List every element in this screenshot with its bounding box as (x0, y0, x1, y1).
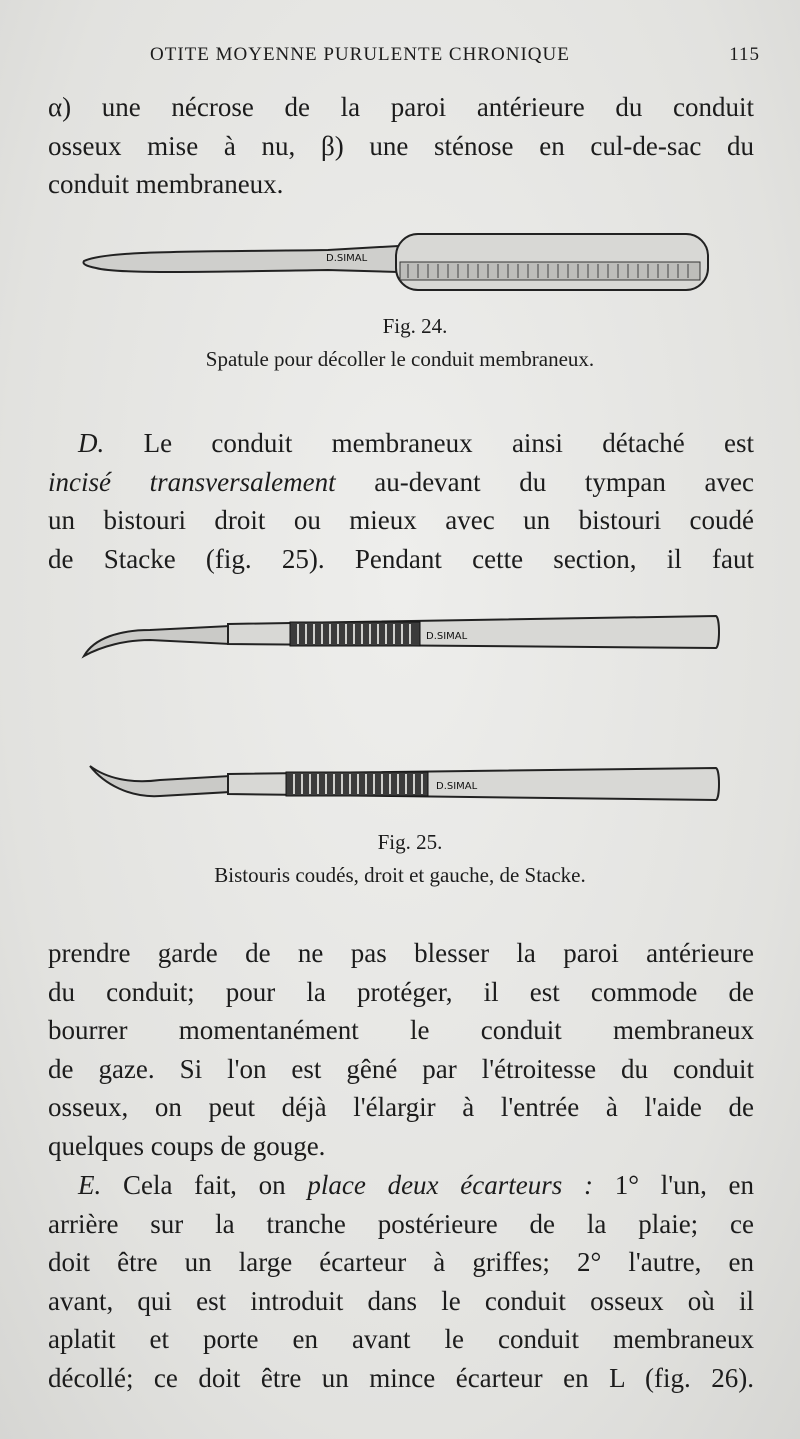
text-line (48, 463, 754, 502)
figure-title: Spatule pour décoller le conduit membraneux. (205, 347, 595, 371)
text-line: conduit membraneux. (48, 169, 284, 199)
text-line: de gaze. Si l'on est gêné par l'étroitesse du conduit (48, 1053, 754, 1084)
maker-mark: D.SIMAL (426, 631, 468, 642)
text-line (48, 1166, 754, 1205)
text-line: doit être un large écarteur à griffes; 2° l'autre, en (48, 1247, 754, 1277)
figure-label: Fig. 24. (382, 314, 448, 338)
text-line (48, 424, 754, 463)
paragraph-2 (48, 424, 754, 578)
page-number: 115 (729, 44, 760, 65)
paragraph-3 (48, 934, 754, 1165)
text-line: de Stacke (fig. 25). Pendant cette section, il faut (48, 543, 754, 574)
text-span: Cela fait, on (122, 1170, 286, 1200)
text-line: prendre garde de ne pas blesser la paroi antérieure (48, 938, 754, 968)
text-line: arrière sur la tranche postérieure de la plaie; ce (48, 1208, 754, 1239)
text-line: un bistouri droit ou mieux avec un bistouri coudé (48, 505, 754, 535)
figure-label: Fig. 25. (377, 830, 443, 854)
scalpels-illustration (80, 608, 725, 808)
spatula-illustration (78, 228, 718, 298)
text-line: décollé; ce doit être un mince écarteur en L (fig. 26). (48, 1362, 754, 1393)
text-span: Le conduit membraneux ainsi détaché est (143, 428, 754, 458)
right-bent-scalpel (84, 616, 719, 656)
text-span: 1° l'un, en (614, 1170, 754, 1200)
text-line: avant, qui est introduit dans le conduit osseux où il (48, 1285, 754, 1316)
maker-mark: D.SIMAL (326, 253, 368, 264)
section-letter: E. (78, 1170, 102, 1200)
paragraph-4 (48, 1166, 754, 1397)
left-bent-scalpel (90, 766, 719, 800)
text-line: α) une nécrose de la paroi antérieure du conduit (48, 92, 754, 122)
paragraph-1 (48, 88, 754, 204)
text-line: aplatit et porte en avant le conduit membraneux (48, 1324, 754, 1354)
text-line: bourrer momentanément le conduit membraneux (48, 1015, 754, 1045)
section-letter: D. (78, 428, 105, 458)
figure-25-caption (0, 830, 800, 888)
emphasis: incisé transversalement (48, 466, 336, 497)
text-line: osseux, on peut déjà l'élargir à l'entrée à l'aide de (48, 1092, 754, 1122)
figure-24-caption (0, 314, 800, 372)
running-header (150, 40, 760, 70)
figure-title: Bistouris coudés, droit et gauche, de Stacke. (214, 863, 586, 887)
maker-mark: D.SIMAL (436, 781, 478, 792)
text-line: quelques coups de gouge. (48, 1130, 326, 1161)
text-line: du conduit; pour la protéger, il est commode de (48, 976, 754, 1007)
running-title: OTITE MOYENNE PURULENTE CHRONIQUE (150, 44, 570, 65)
emphasis: place deux écarteurs : (307, 1170, 593, 1200)
text-line: osseux mise à nu, β) une sténose en cul-de-sac du (48, 130, 754, 161)
text-span: au-devant du tympan avec (374, 466, 754, 497)
